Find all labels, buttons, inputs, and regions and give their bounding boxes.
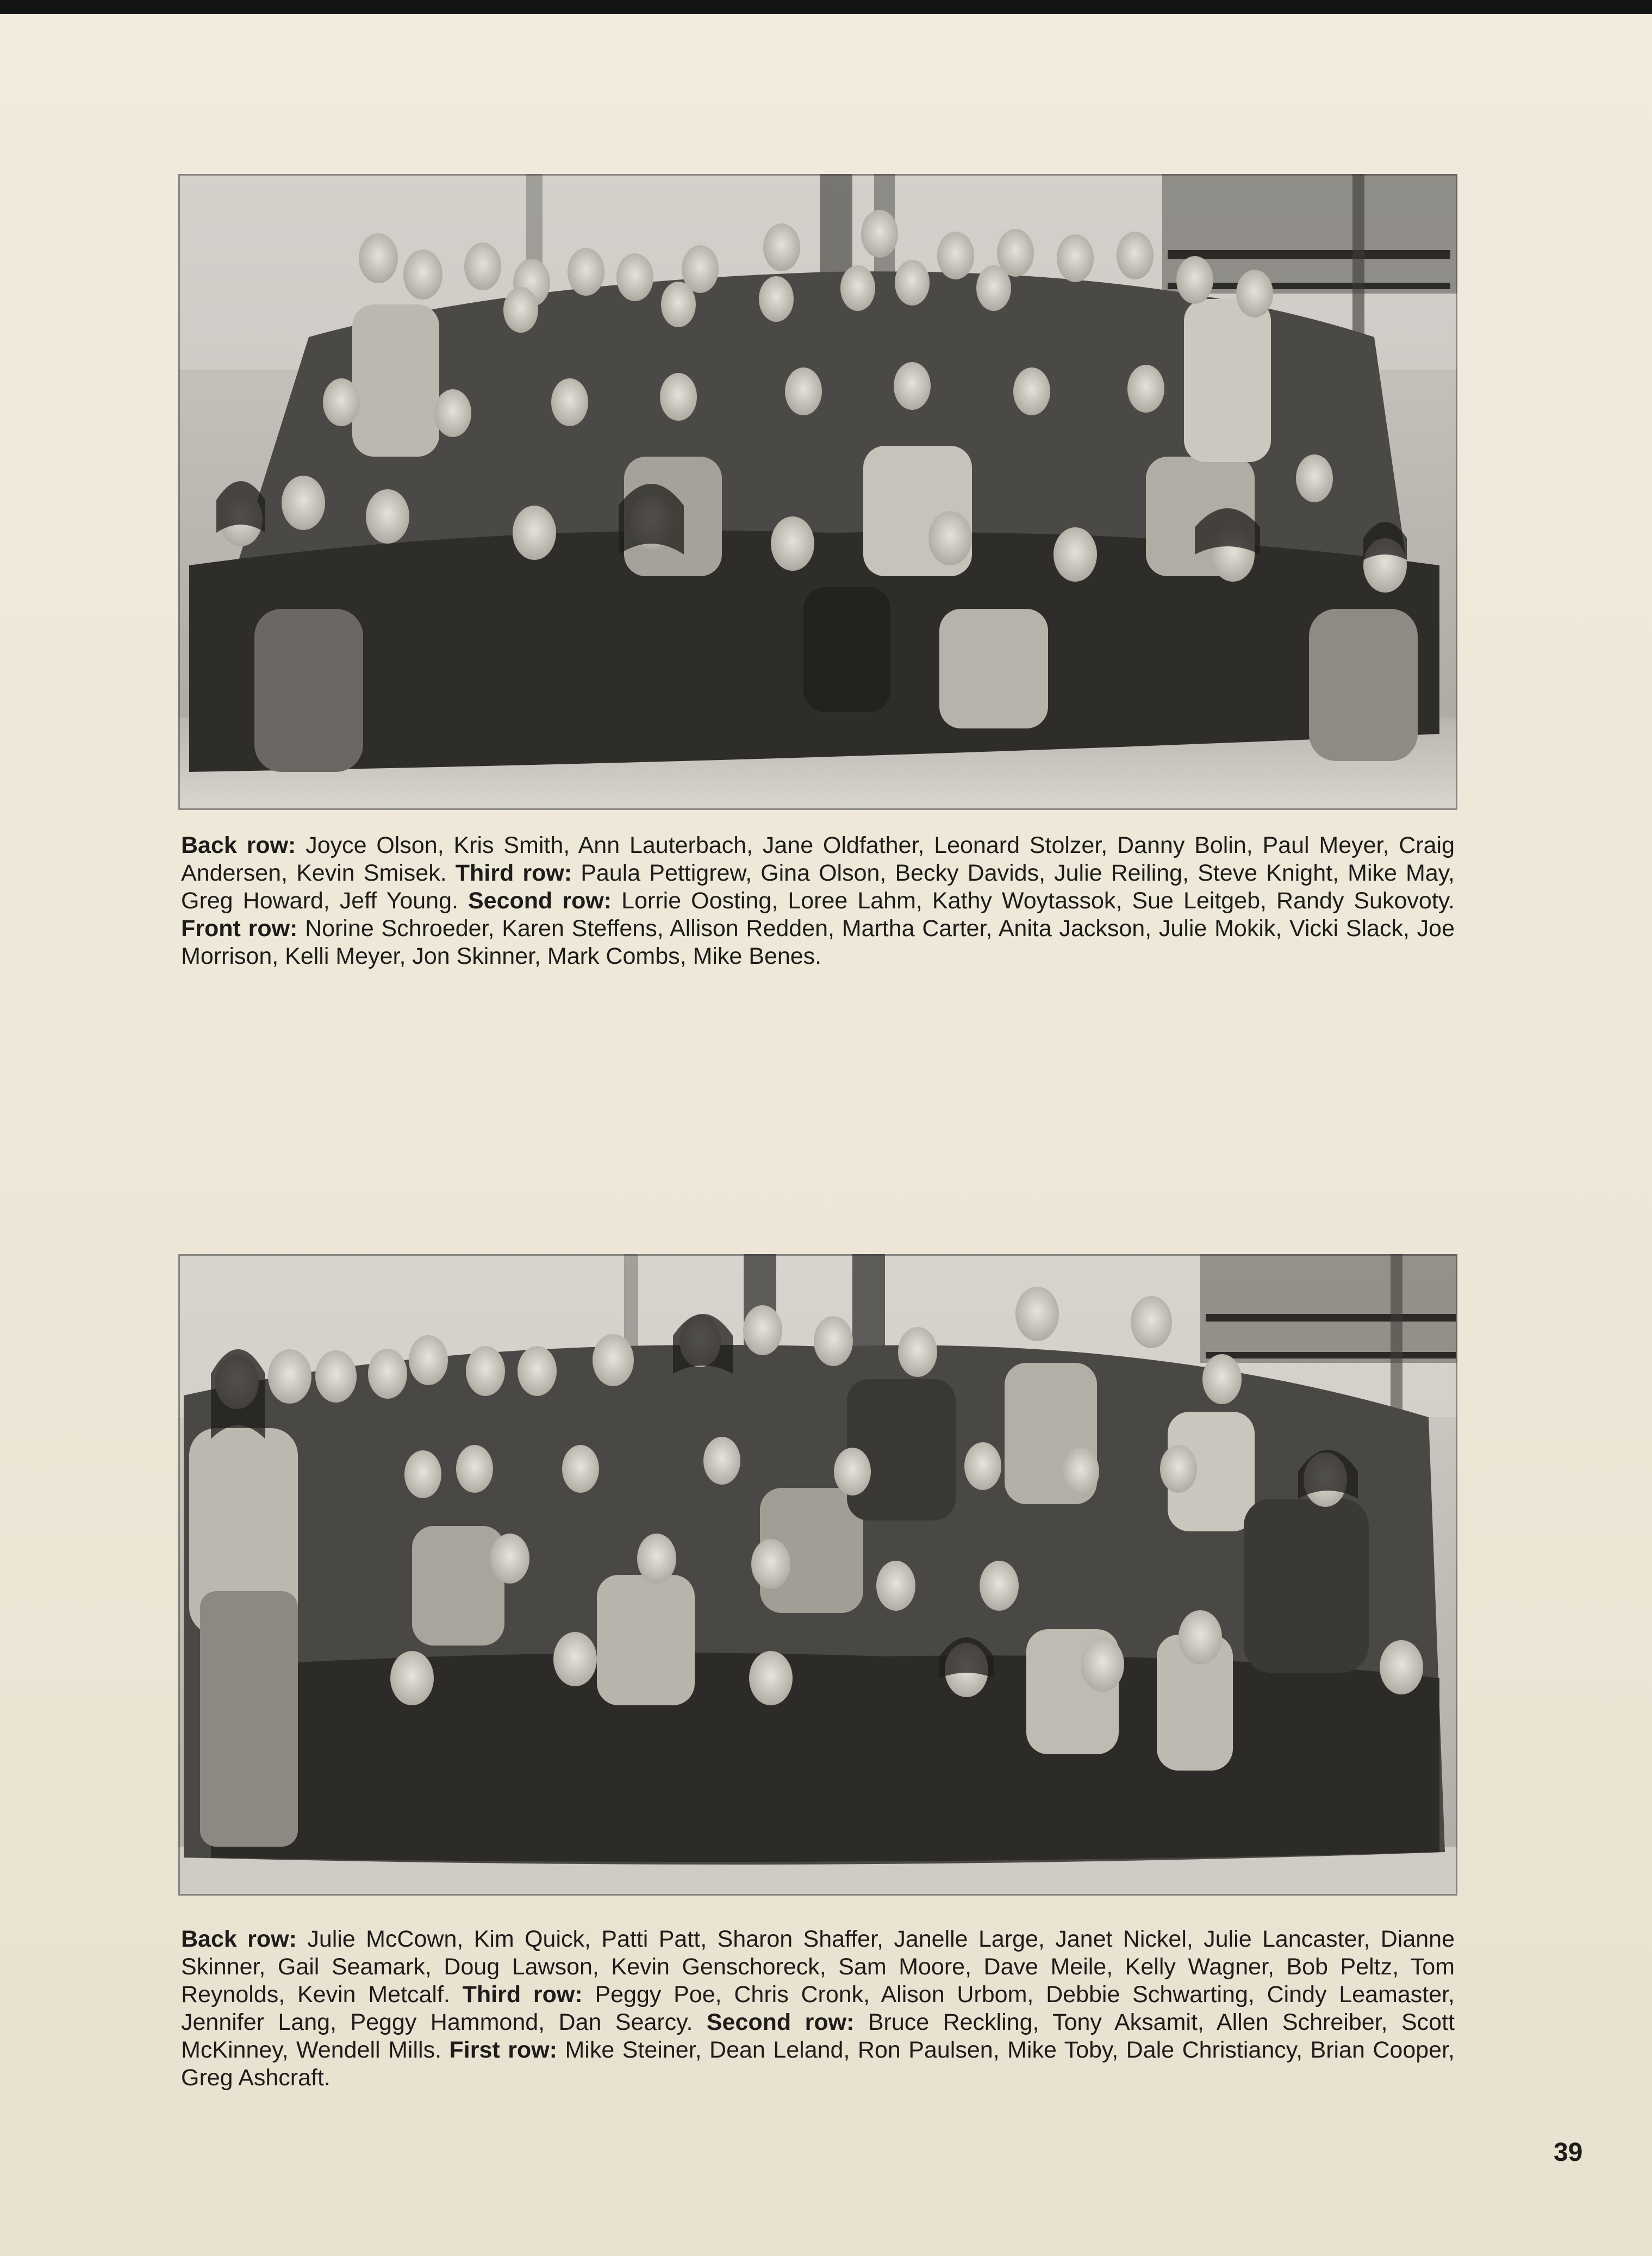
class-photo-bottom-image [178,1254,1457,1896]
class-photo-top-image [178,174,1457,810]
caption-names-second-row: Bruce Reckling, Tony Aksamit, Allen Schreiber, Scott McKinney, Wendell Mills. [181,2009,1455,2063]
caption-top [181,832,1455,970]
caption-label-second-row: Second row: [468,888,612,914]
caption-names-front-row: Norine Schroeder, Karen Steffens, Allison Redden, Martha Carter, Anita Jackson, Julie Mokik, Vicki Slack, Joe Morrison, Kelli Meyer, Jon Skinner, Mark Combs, Mike Benes. [181,915,1455,969]
class-photo-bottom [178,1254,1457,1896]
page-number: 39 [1554,2138,1583,2167]
caption-label-front-row: Front row: [181,915,298,942]
caption-label-second-row: Second row: [706,2009,855,2035]
class-photo-top [178,174,1457,810]
caption-names-back-row: Joyce Olson, Kris Smith, Ann Lauterbach, Jane Oldfather, Leonard Stolzer, Danny Bolin, Paul Meyer, Craig Andersen, Kevin Smisek. [181,832,1455,886]
caption-label-third-row: Third row: [462,1981,583,2008]
caption-label-back-row: Back row: [181,1926,297,1952]
caption-label-back-row: Back row: [181,832,296,858]
caption-names-second-row: Lorrie Oosting, Loree Lahm, Kathy Woytassok, Sue Leitgeb, Randy Sukovoty. [621,888,1455,914]
page-top-edge [0,0,1652,14]
caption-names-third-row: Peggy Poe, Chris Cronk, Alison Urbom, Debbie Schwarting, Cindy Leamaster, Jennifer Lang, Peggy Hammond, Dan Searcy. [181,1981,1455,2035]
caption-names-third-row: Paula Pettigrew, Gina Olson, Becky Davids, Julie Reiling, Steve Knight, Mike May, Greg Howard, Jeff Young. [181,860,1455,914]
caption-names-back-row: Julie McCown, Kim Quick, Patti Patt, Sharon Shaffer, Janelle Large, Janet Nickel, Julie Lancaster, Dianne Skinner, Gail Seamark, Doug Lawson, Kevin Genschoreck, Sam Moore, Dave Meile, Kelly Wagner, Bob Peltz, Tom Reynolds, Kevin Metcalf. [181,1926,1455,2008]
caption-names-first-row: Mike Steiner, Dean Leland, Ron Paulsen, Mike Toby, Dale Christiancy, Brian Cooper, Greg Ashcraft. [181,2037,1455,2091]
caption-label-third-row: Third row: [455,860,572,886]
caption-label-first-row: First row: [449,2037,557,2063]
caption-bottom [181,1925,1455,2092]
